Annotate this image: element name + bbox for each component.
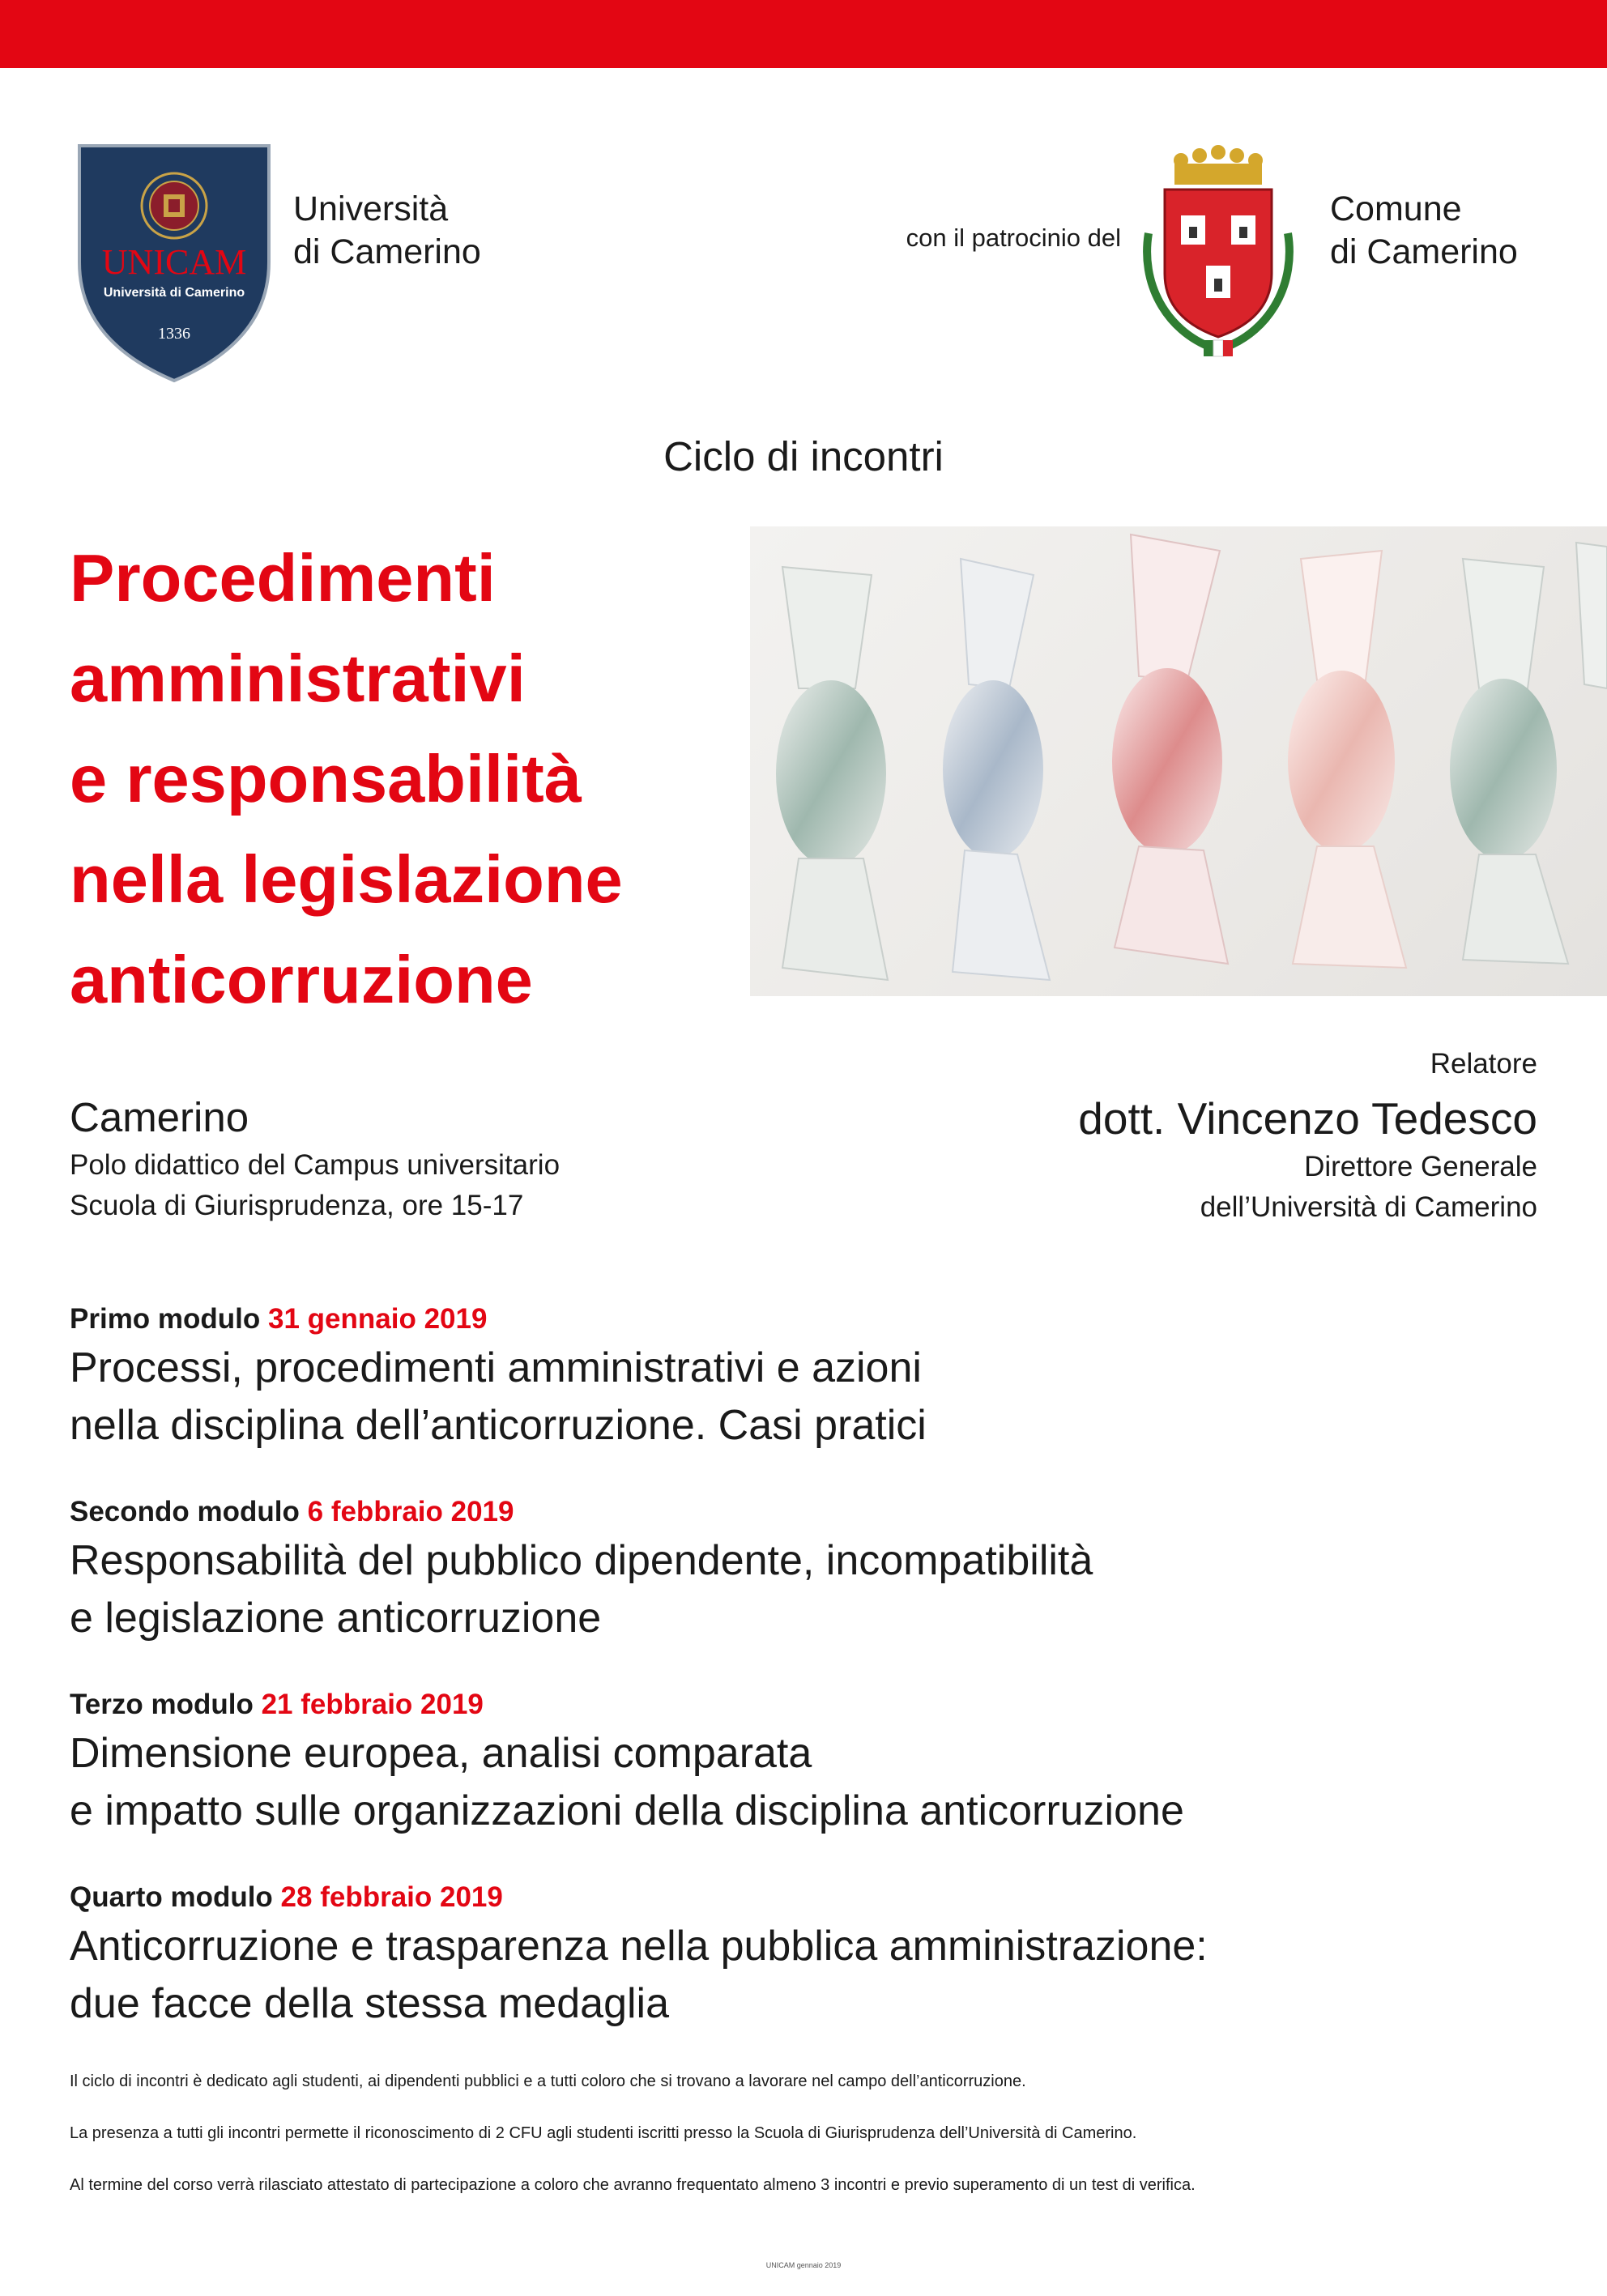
unicam-brand: UNICAM	[101, 242, 247, 282]
candy-edge	[1576, 543, 1607, 688]
speaker-title: Direttore Generale	[1304, 1151, 1537, 1182]
banknote-candies-photo	[750, 526, 1607, 996]
footer-credit: UNICAM gennaio 2019	[765, 2261, 842, 2269]
patronage-label: con il patrocinio del	[906, 224, 1121, 252]
module-topic: Dimensione europea, analisi comparata	[70, 1730, 812, 1777]
title-line: anticorruzione	[70, 942, 533, 1017]
module-item	[70, 1877, 1537, 2033]
speaker-title: dell’Università di Camerino	[1200, 1191, 1537, 1223]
module-label: Primo modulo	[70, 1303, 261, 1335]
module-topic: e legislazione anticorruzione	[70, 1595, 602, 1642]
candy-red	[1112, 535, 1228, 964]
title-line: e responsabilità	[70, 741, 582, 816]
module-topic: Responsabilità del pubblico dipendente, incompatibilità	[70, 1537, 1093, 1584]
module-item	[70, 1299, 1537, 1455]
speaker-role: Relatore	[1430, 1048, 1537, 1080]
banknote-candy-illustration	[750, 526, 1607, 996]
module-date: 6 febbraio 2019	[307, 1496, 514, 1527]
module-topic: e impatto sulle organizzazioni della disciplina anticorruzione	[70, 1787, 1184, 1834]
module-heading	[70, 1877, 1537, 1918]
candy-green-right	[1450, 559, 1568, 964]
university-seal-icon	[142, 173, 207, 238]
note-text: Al termine del corso verrà rilasciato attestato di partecipazione a coloro che avranno frequentato almeno 3 incontri e previo superamento di un test di verifica.	[70, 2176, 1196, 2194]
note-text: Il ciclo di incontri è dedicato agli studenti, ai dipendenti pubblici e a tutti coloro che si trovano a lavorare nel campo dell’anticorruzione.	[70, 2072, 1026, 2090]
module-date: 21 febbraio 2019	[261, 1689, 484, 1720]
module-topic: Processi, procedimenti amministrativi e azioni	[70, 1344, 922, 1391]
title-line: amministrativi	[70, 641, 526, 716]
location-detail: Scuola di Giurisprudenza, ore 15-17	[70, 1190, 524, 1221]
module-label: Secondo modulo	[70, 1496, 300, 1527]
module-heading	[70, 1685, 1537, 1725]
title-line: nella legislazione	[70, 841, 623, 917]
camerino-coat-of-arms-icon	[1132, 136, 1304, 371]
module-date: 31 gennaio 2019	[268, 1303, 488, 1335]
comune-name: Comune di Camerino	[1330, 190, 1518, 271]
module-date: 28 febbraio 2019	[280, 1881, 503, 1913]
speaker-name: dott. Vincenzo Tedesco	[1078, 1093, 1537, 1144]
candy-blue	[943, 559, 1050, 980]
location-block	[70, 1090, 799, 1226]
module-item	[70, 1685, 1537, 1840]
top-accent-bar	[0, 0, 1607, 68]
module-topic: Anticorruzione e trasparenza nella pubblica amministrazione:	[70, 1923, 1208, 1970]
module-heading	[70, 1299, 1537, 1340]
unicam-year: 1336	[158, 325, 190, 343]
module-topic: due facce della stessa medaglia	[70, 1980, 670, 2027]
title-line: Procedimenti	[70, 540, 496, 616]
notes-block	[70, 2070, 1537, 2226]
module-item	[70, 1492, 1537, 1647]
unicam-subtitle: Università di Camerino	[103, 286, 245, 300]
speaker-block	[808, 1043, 1537, 1228]
module-label: Quarto modulo	[70, 1881, 273, 1913]
candy-green	[776, 567, 888, 980]
cycle-label: Ciclo di incontri	[663, 433, 944, 479]
location-detail: Polo didattico del Campus universitario	[70, 1149, 561, 1181]
location-city: Camerino	[70, 1094, 249, 1140]
module-label: Terzo modulo	[70, 1689, 254, 1720]
candy-pink	[1288, 551, 1406, 968]
unicam-logo	[75, 141, 274, 386]
university-name: Università di Camerino	[293, 190, 481, 271]
note-text: La presenza a tutti gli incontri permette il riconoscimento di 2 CFU agli studenti iscritti presso la Scuola di Giurisprudenza dell’Università di Camerino.	[70, 2124, 1137, 2142]
module-topic: nella disciplina dell’anticorruzione. Casi pratici	[70, 1402, 927, 1449]
modules-list	[70, 1299, 1537, 2070]
main-title	[70, 528, 766, 1030]
module-heading	[70, 1492, 1537, 1532]
